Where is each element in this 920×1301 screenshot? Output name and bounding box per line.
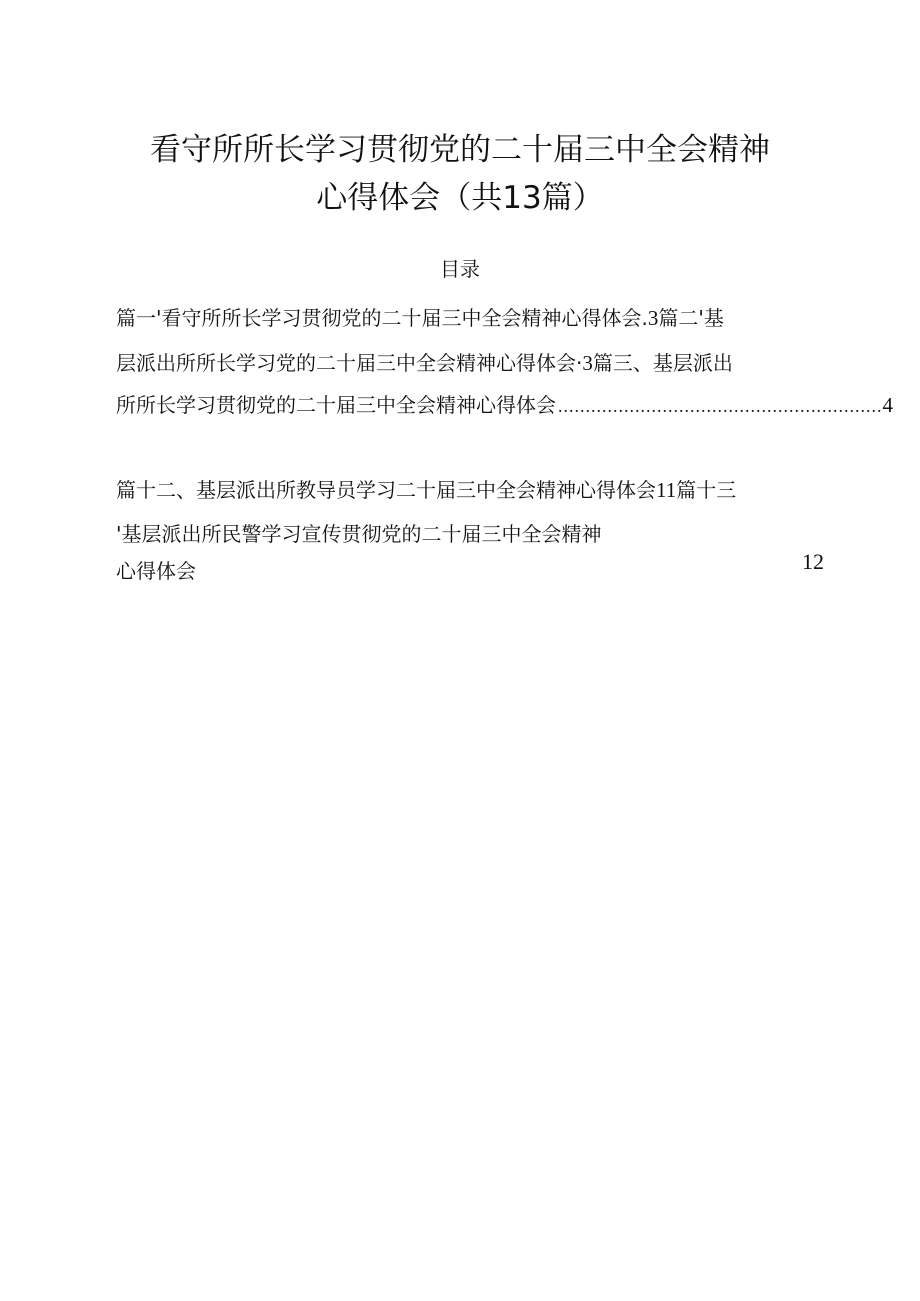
toc-entry-3-title-end: 所所长学习贯彻党的二十届三中全会精神心得体会: [116, 393, 556, 417]
toc-line-3: [116, 389, 893, 418]
toc-entry-12-title: 篇十二、基层派出所教导员学习二十届三中全会精神心得体会: [116, 478, 656, 502]
toc-entry-3-title-start: 篇三、基层派出: [592, 351, 733, 375]
toc-line-6: [116, 555, 196, 584]
toc-entry-13-title-end: 心得体会: [116, 559, 196, 583]
toc-entry-12-page: 11: [656, 478, 677, 502]
document-title-line-1: 看守所所长学习贯彻党的二十届三中全会精神: [150, 132, 770, 168]
toc-leader-dots: ...........................................................: [558, 396, 883, 416]
toc-line-4: [116, 474, 736, 503]
toc-entry-1-title: 篇一'看守所所长学习贯彻党的二十届三中全会精神心得体会.: [116, 306, 648, 330]
toc-entry-2-page: 3: [582, 351, 593, 375]
toc-line-2: [116, 347, 733, 376]
toc-entry-2-title-start: 篇二'基: [658, 306, 724, 330]
toc-entry-2-title-end: 层派出所所长学习党的二十届三中全会精神心得体会·: [116, 351, 583, 375]
toc-entry-13-title-middle: '基层派出所民警学习宣传贯彻党的二十届三中全会精神: [116, 522, 602, 546]
document-title-line-2: 心得体会（共13篇）: [316, 180, 604, 216]
toc-entry-13-page: 12: [802, 549, 824, 574]
toc-entry-3-page: 4: [882, 393, 893, 417]
toc-line-1: [116, 302, 724, 331]
toc-entry-1-page: 3: [647, 306, 659, 330]
toc-heading: 目录: [440, 257, 480, 281]
toc-entry-13-title-start: 篇十三: [676, 478, 737, 502]
toc-line-5: [116, 518, 602, 547]
